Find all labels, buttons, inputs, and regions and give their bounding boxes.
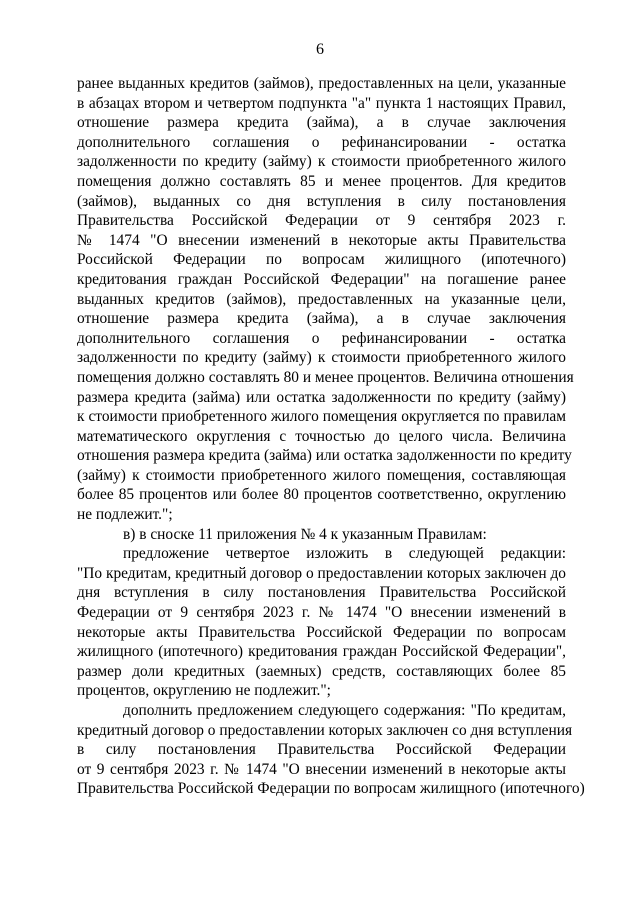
text-line: не подлежит.";	[77, 506, 173, 524]
document-body	[77, 74, 585, 799]
text-line: Российской Федерации по вопросам жилищного (ипотечного)	[77, 251, 566, 269]
text-line: от 9 сентября 2023 г. № 1474 "О внесении изменений в некоторые акты	[77, 760, 566, 778]
text-line: кредитования граждан Российской Федерации" на погашение ранее	[77, 270, 566, 288]
text-line: некоторые акты Правительства Российской Федерации по вопросам	[77, 623, 566, 641]
text-line: к стоимости приобретенного жилого помещения округляется по правилам	[77, 408, 566, 426]
text-line: отношение размера кредита (займа), а в случае заключения	[77, 114, 566, 132]
text-line: задолженности по кредиту (займу) к стоимости приобретенного жилого	[77, 349, 566, 367]
text-line: задолженности по кредиту (займу) к стоимости приобретенного жилого	[77, 153, 566, 171]
text-line: дополнить предложением следующего содержания: "По кредитам,	[123, 702, 566, 719]
text-line: отношение размера кредита (займа), а в случае заключения	[77, 310, 566, 328]
text-line: № 1474 "О внесении изменений в некоторые акты Правительства	[77, 231, 566, 249]
text-line: предложение четвертое изложить в следующей редакции:	[123, 545, 566, 563]
text-line: Правительства Российской Федерации по вопросам жилищного (ипотечного)	[77, 780, 585, 798]
text-line: дополнительного соглашения о рефинансировании - остатка	[77, 329, 566, 347]
text-line: (займов), выданных со дня вступления в силу постановления	[77, 192, 566, 210]
text-line: процентов, округлению не подлежит.";	[77, 682, 331, 700]
text-line: жилищного (ипотечного) кредитования граждан Российской Федерации",	[77, 643, 566, 661]
text-line: в абзацах втором и четвертом подпункта "а" пункта 1 настоящих Правил,	[77, 94, 566, 112]
text-line: математического округления с точностью до целого числа. Величина	[77, 427, 566, 445]
text-line: Правительства Российской Федерации от 9 сентября 2023 г.	[77, 212, 566, 230]
text-line: Федерации от 9 сентября 2023 г. № 1474 "О внесении изменений в	[77, 604, 566, 622]
text-line: в) в сноске 11 приложения № 4 к указанным Правилам:	[123, 525, 487, 543]
text-line: ранее выданных кредитов (займов), предоставленных на цели, указанные	[77, 75, 566, 92]
text-line: более 85 процентов или более 80 процентов соответственно, округлению	[77, 486, 566, 504]
text-line: выданных кредитов (займов), предоставленных на указанные цели,	[77, 290, 566, 308]
text-line: в силу постановления Правительства Российской Федерации	[77, 741, 566, 759]
text-line: размер доли кредитных (заемных) средств, составляющих более 85	[77, 662, 566, 680]
text-line: помещения должно составлять 80 и менее процентов. Величина отношения	[77, 368, 574, 386]
text-line: "По кредитам, кредитный договор о предоставлении которых заключен до	[77, 564, 566, 582]
page-number: 6	[316, 41, 324, 58]
text-line: дополнительного соглашения о рефинансировании - остатка	[77, 133, 566, 151]
text-line: отношения размера кредита (займа) или остатка задолженности по кредиту	[77, 447, 572, 465]
text-line: дня вступления в силу постановления Правительства Российской	[77, 584, 566, 602]
text-line: (займу) к стоимости приобретенного жилого помещения, составляющая	[77, 466, 566, 484]
text-line: помещения должно составлять 85 и менее процентов. Для кредитов	[77, 172, 566, 190]
text-line: кредитный договор о предоставлении которых заключен со дня вступления	[77, 721, 573, 739]
text-line: размера кредита (займа) или остатка задолженности по кредиту (займу)	[77, 388, 566, 406]
